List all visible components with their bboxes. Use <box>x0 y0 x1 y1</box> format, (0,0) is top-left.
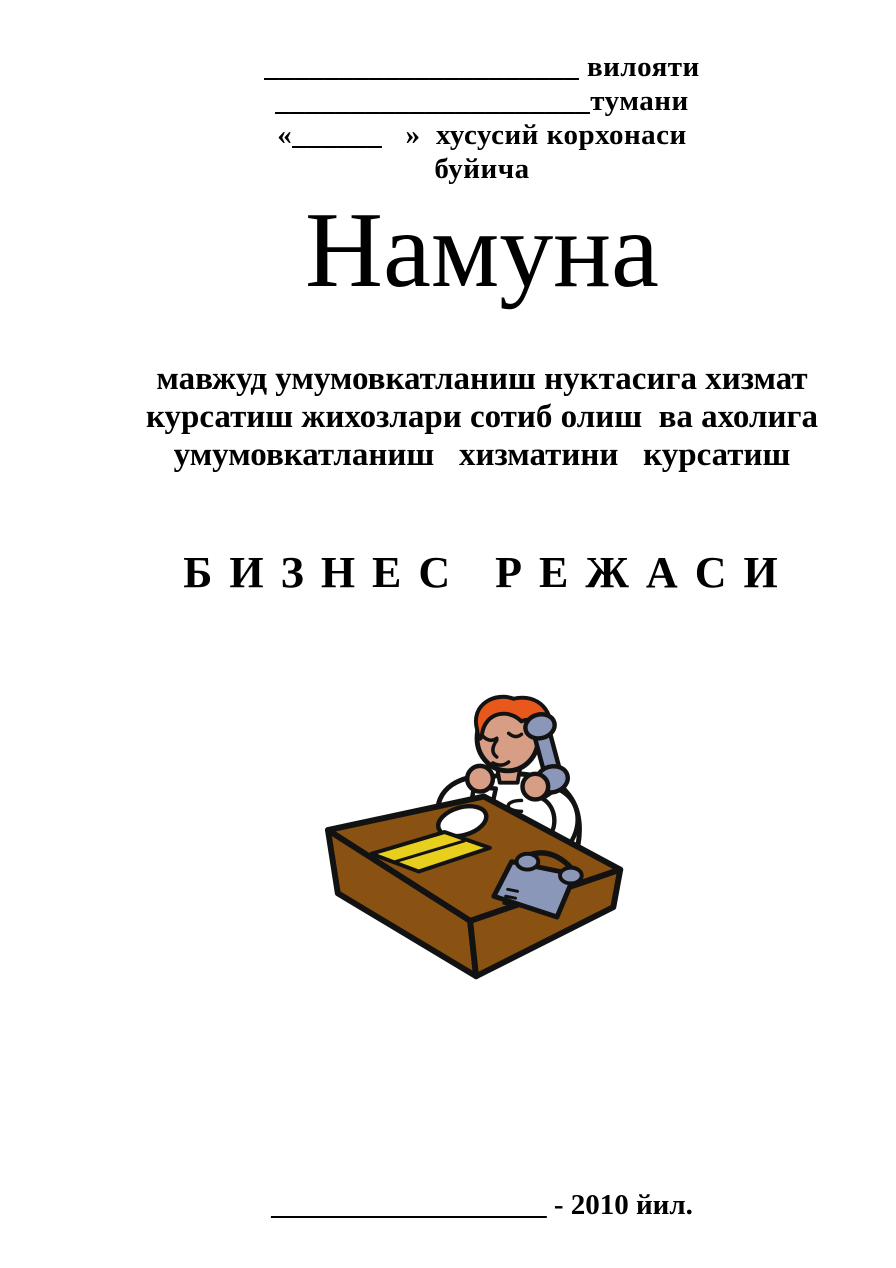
enterprise-blank-line: «______ » хусусий корхонаси <box>277 119 687 151</box>
by-line: буйича <box>434 153 530 185</box>
page-title: Намуна <box>304 191 659 310</box>
region-blank-line: _____________________ вилояти <box>264 51 700 83</box>
subtitle-line: курсатиш жихозлари сотиб олиш ва ахолига <box>145 399 819 435</box>
district-blank-line: _____________________тумани <box>275 85 689 117</box>
business-plan-heading: Б И З Н Е С Р Е Ж А С И <box>183 548 781 597</box>
header-block <box>100 50 864 186</box>
footer-year-line: ___________________ - 2010 йил. <box>271 1189 693 1221</box>
man-on-phone-illustration <box>324 690 640 982</box>
subtitle-line: умумовкатланиш хизматини курсатиш <box>173 437 791 473</box>
illustration-container <box>100 690 864 982</box>
subtitle-block <box>100 360 864 474</box>
subtitle-line: мавжуд умумовкатланиш нуктасига хизмат <box>156 361 808 397</box>
